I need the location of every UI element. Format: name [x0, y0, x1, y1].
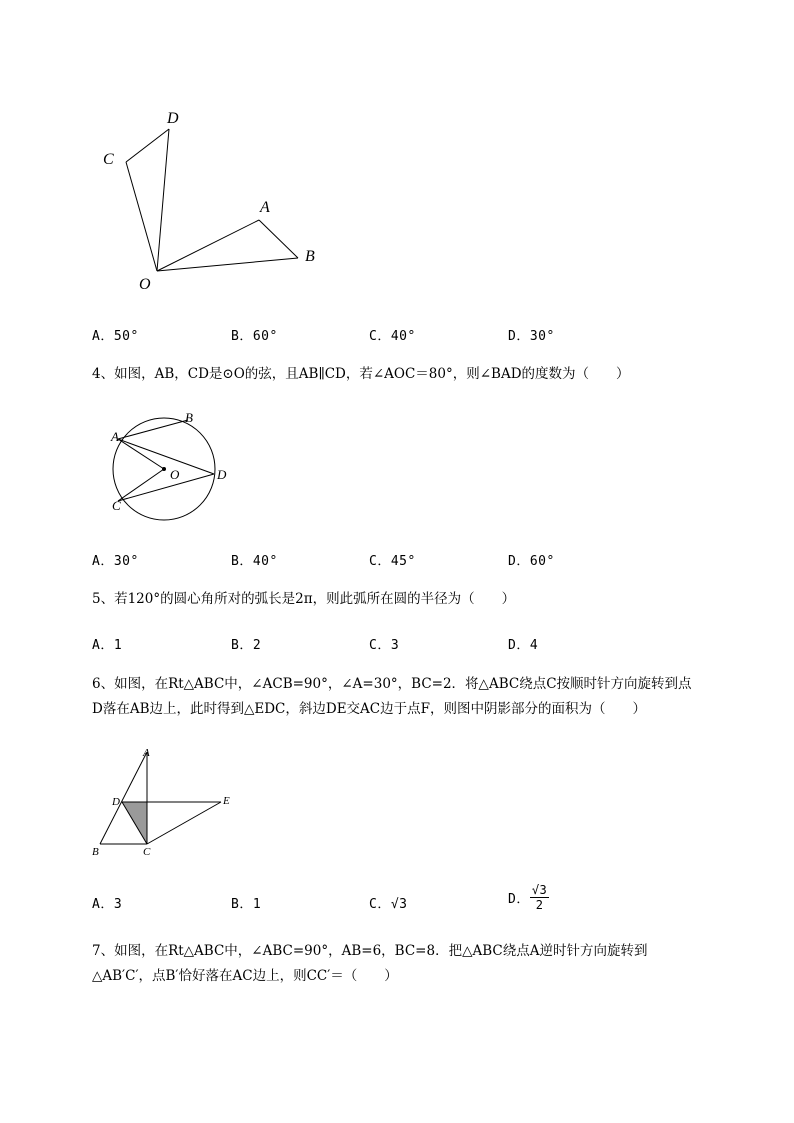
q3-option-a[interactable]: A．50°: [92, 329, 139, 344]
label-d: D: [167, 110, 179, 127]
center-point: [162, 467, 166, 471]
label-a: A: [143, 747, 150, 759]
label-b: B: [92, 846, 99, 858]
q3-option-d[interactable]: D．30°: [508, 329, 555, 344]
radius-oc: [118, 469, 164, 501]
label-b: B: [305, 248, 315, 265]
label-c: C: [112, 498, 121, 513]
radius-oa: [118, 439, 164, 469]
label-o: O: [139, 276, 151, 293]
q4-option-b[interactable]: B．40°: [231, 554, 278, 569]
q5-option-b[interactable]: B．2: [231, 638, 262, 653]
q7-text-line2: △AB′C′，点B′恰好落在AC边上，则CC′＝（ ）: [92, 968, 398, 984]
q5-option-c[interactable]: C．3: [369, 638, 400, 653]
q3-option-b[interactable]: B．60°: [231, 329, 278, 344]
label-c: C: [143, 846, 151, 858]
q3-option-c[interactable]: C．40°: [369, 329, 416, 344]
label-b: B: [185, 410, 193, 425]
label-a: A: [260, 199, 270, 216]
q5-option-a[interactable]: A．1: [92, 638, 123, 653]
fraction-denominator: 2: [535, 898, 544, 912]
q6-option-b[interactable]: B．1: [231, 897, 262, 912]
chord-ab: [118, 420, 188, 439]
segment-ec: [147, 802, 221, 844]
q4-option-a[interactable]: A．30°: [92, 554, 139, 569]
q4-option-c[interactable]: C．45°: [369, 554, 416, 569]
q3-figure: [95, 105, 335, 300]
q6-text-line2: D落在AB边上，此时得到△EDC，斜边DE交AC边于点F，则图中阴影部分的面积为（ ）: [92, 701, 647, 717]
q4-figure: [105, 405, 235, 525]
q4-option-d[interactable]: D．60°: [508, 554, 555, 569]
label-a: A: [111, 429, 119, 444]
label-c: C: [103, 151, 114, 168]
q5-option-d[interactable]: D．4: [508, 638, 539, 653]
q6-option-c[interactable]: C．√3: [369, 897, 408, 912]
fraction-numerator: √3: [531, 883, 548, 897]
label-o: O: [170, 467, 180, 482]
q5-text: 5、若120°的圆心角所对的弧长是2π，则此弧所在圆的半径为（ ）: [92, 591, 516, 607]
segment-cd: [126, 129, 169, 162]
q6-option-a[interactable]: A．3: [92, 897, 123, 912]
q4-text: 4、如图，AB，CD是⊙O的弦，且AB∥CD，若∠AOC＝80°，则∠BAD的度数为（ ）: [92, 366, 630, 382]
fraction: [530, 883, 549, 912]
q6-figure: [88, 742, 238, 860]
label-d: D: [112, 796, 120, 808]
label-e: E: [223, 795, 230, 807]
label-d: D: [217, 467, 227, 482]
q6-option-d[interactable]: D． $\frac{√3}{2}$: [508, 883, 548, 912]
chord-cd: [118, 474, 214, 501]
q6-text-line1: 6、如图，在Rt△ABC中，∠ACB=90°，∠A=30°，BC=2．将△ABC绕点C按顺时针方向旋转到点: [92, 676, 692, 692]
segment-ad: [118, 439, 214, 474]
segment-oc: [126, 162, 157, 271]
segment-do: [157, 129, 169, 271]
q7-text-line1: 7、如图，在Rt△ABC中，∠ABC=90°，AB=6，BC=8．把△ABC绕点A逆时针方向旋转到: [92, 943, 648, 959]
segment-ab: [259, 220, 298, 258]
